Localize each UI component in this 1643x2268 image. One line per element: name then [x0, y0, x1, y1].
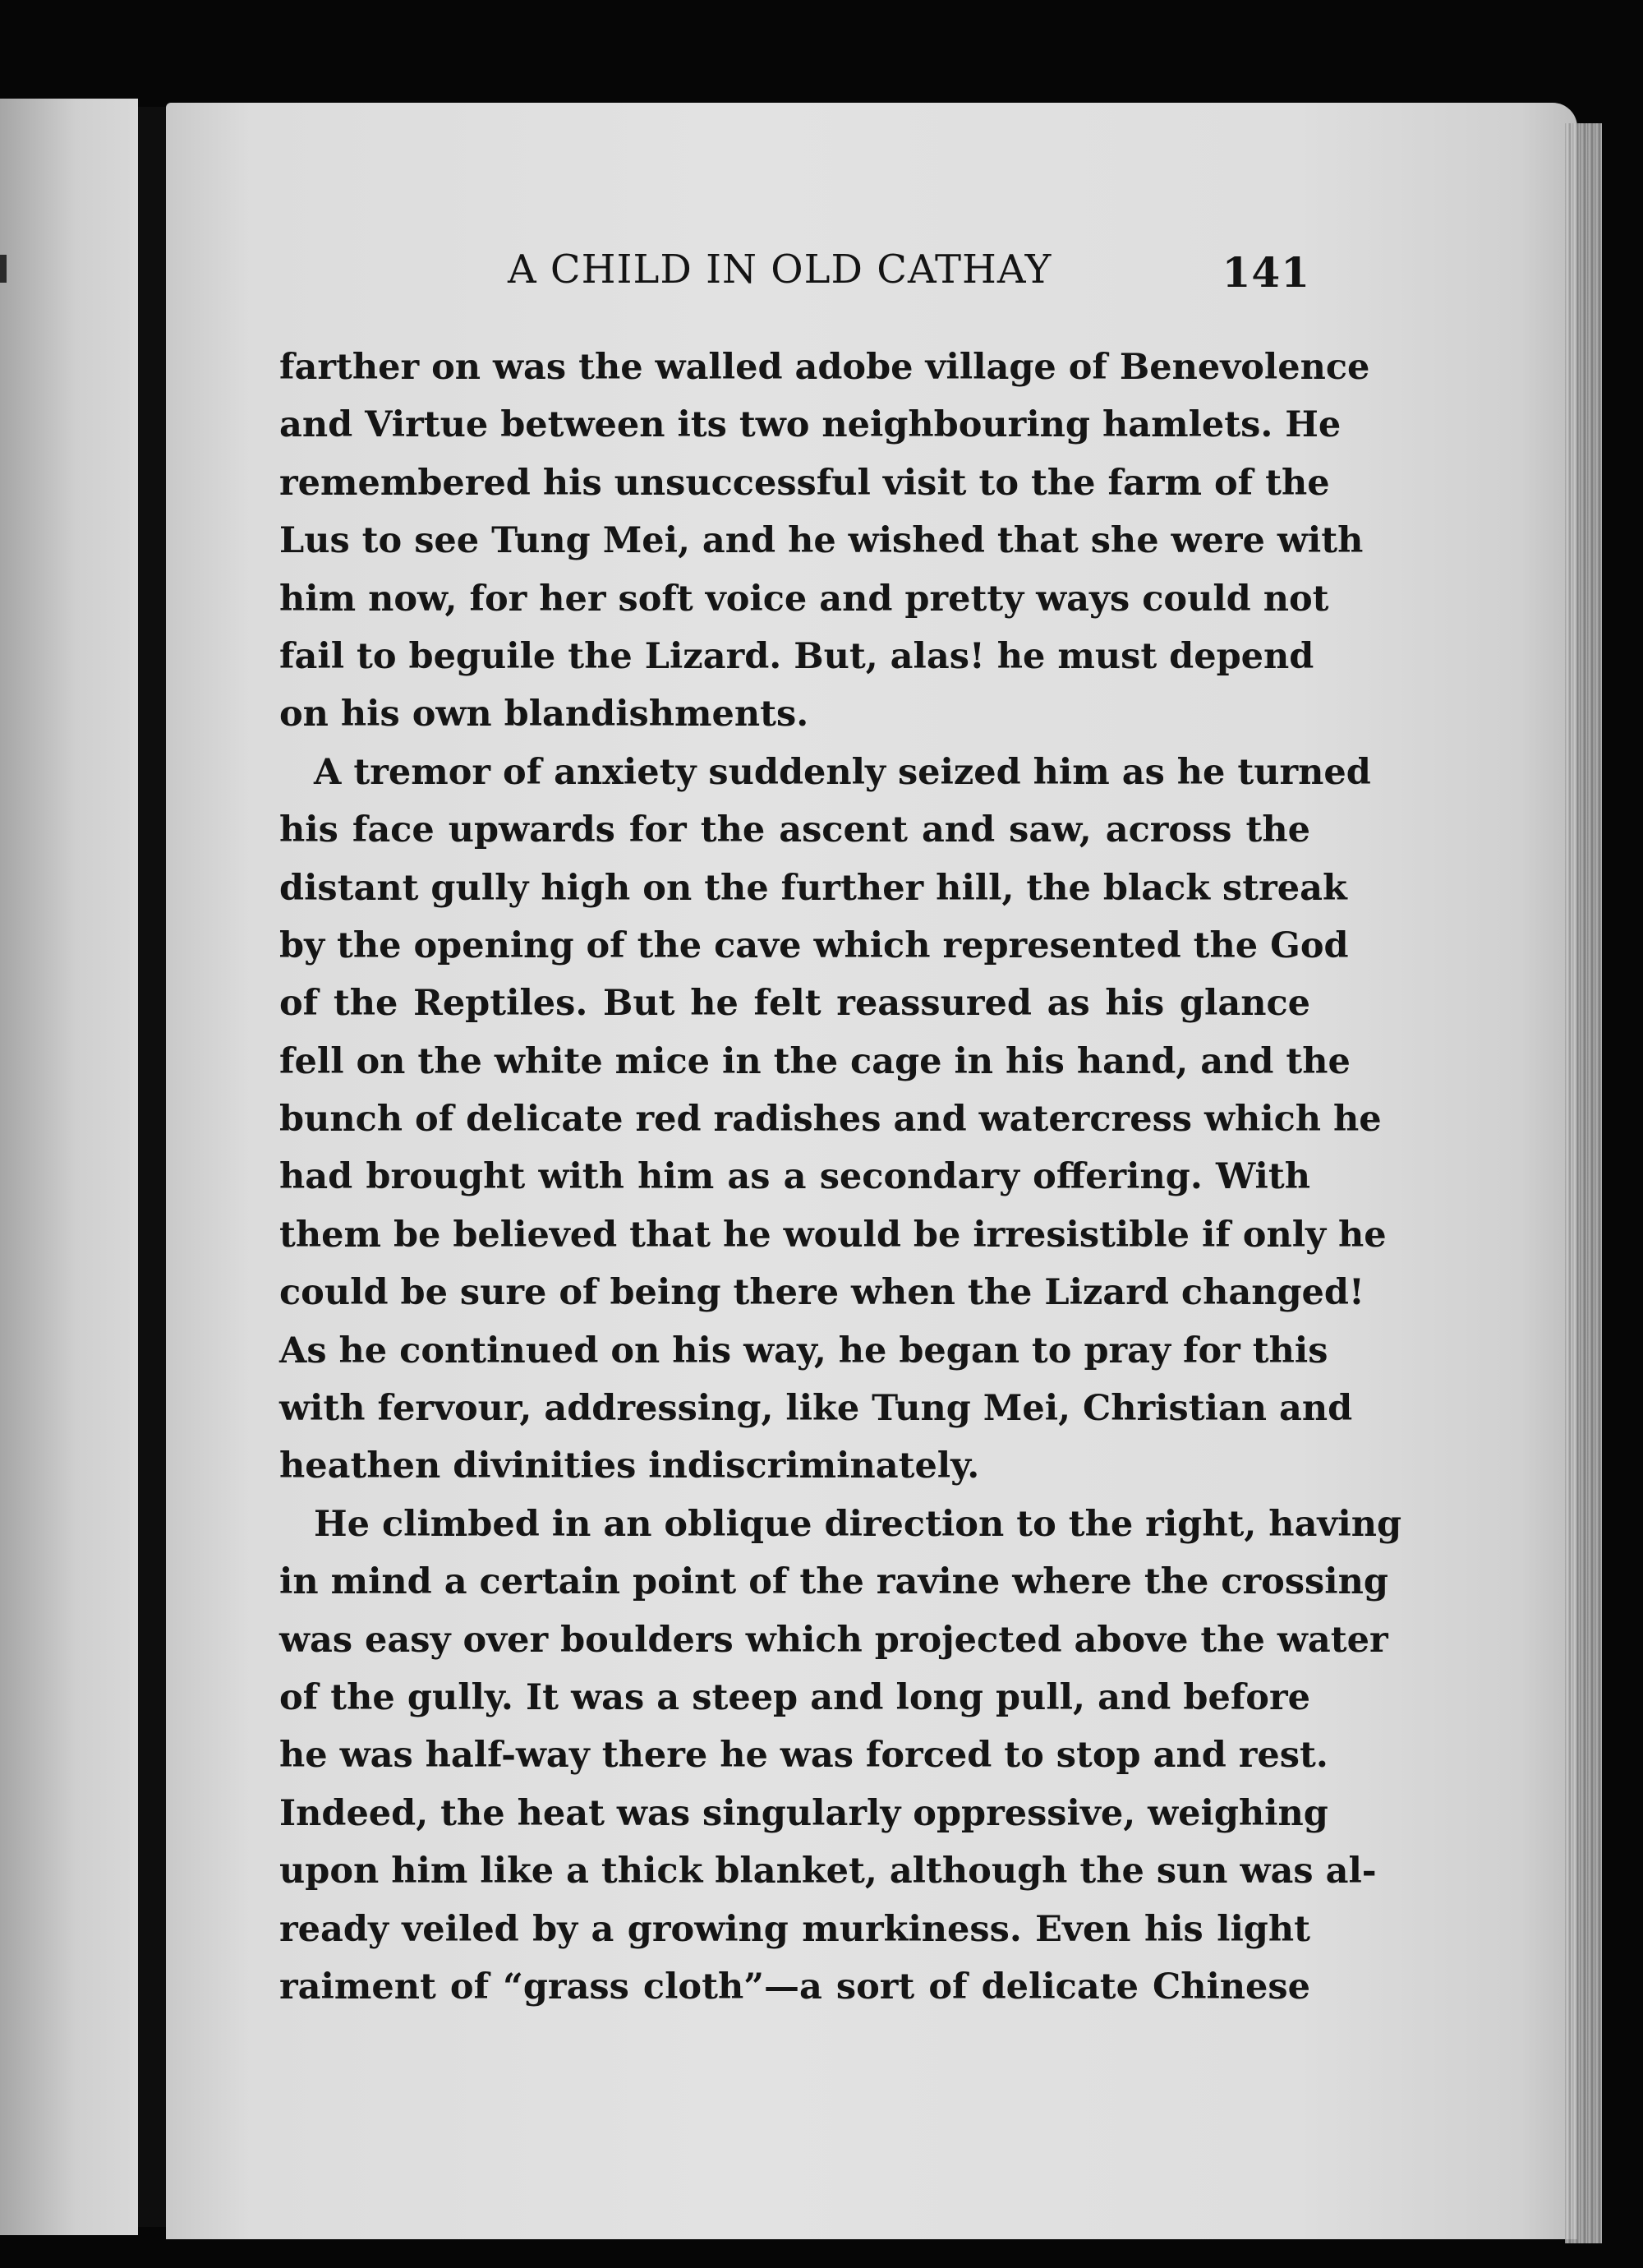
text-line: and Virtue between its two neighbouring hamlets. He	[279, 404, 1342, 446]
text-line: with fervour, addressing, like Tung Mei, Christian and	[279, 1388, 1353, 1430]
text-line: remembered his unsuccessful visit to the farm of the	[279, 462, 1330, 504]
ink-mark	[0, 255, 7, 283]
running-head	[279, 247, 1310, 312]
book-gutter	[138, 107, 166, 2227]
text-line: ready veiled by a growing murkiness. Even his light	[279, 1908, 1310, 1950]
text-line: heathen divinities indiscriminately.	[279, 1445, 980, 1487]
page-edges	[1565, 123, 1602, 2243]
text-line: on his own blandishments.	[279, 694, 809, 735]
text-line: farther on was the walled adobe village of Benevolence	[279, 347, 1370, 388]
text-line: of the gully. It was a steep and long pull, and before	[279, 1676, 1310, 1718]
text-line: fail to beguile the Lizard. But, alas! he must depend	[279, 635, 1314, 677]
text-line: had brought with him as a secondary offering. With	[279, 1156, 1310, 1198]
text-line: As he continued on his way, he began to pray for this	[279, 1330, 1328, 1371]
text-line: his face upwards for the ascent and saw, across the	[279, 809, 1310, 851]
body-text	[279, 339, 1402, 2016]
previous-page-edge	[0, 99, 138, 2235]
text-line: them be believed that he would be irresistible if only he	[279, 1214, 1387, 1256]
text-line: him now, for her soft voice and pretty ways could not	[279, 578, 1329, 620]
text-line: distant gully high on the further hill, the black streak	[279, 867, 1347, 909]
text-line: could be sure of being there when the Lizard changed!	[279, 1272, 1365, 1314]
running-head-title: A CHILD IN OLD CATHAY	[508, 247, 1052, 293]
text-line: was easy over boulders which projected above the water	[279, 1619, 1388, 1661]
text-line: in mind a certain point of the ravine where the crossing	[279, 1561, 1388, 1603]
page-number: 141	[1222, 248, 1310, 297]
paragraph	[279, 744, 1387, 1496]
text-line: upon him like a thick blanket, although the sun was al-	[279, 1851, 1377, 1892]
text-line: A tremor of anxiety suddenly seized him as he turned	[314, 751, 1371, 793]
paragraph	[279, 339, 1370, 744]
text-line: Lus to see Tung Mei, and he wished that she were with	[279, 520, 1364, 562]
text-line: by the opening of the cave which represented the God	[279, 924, 1349, 966]
paragraph	[279, 1496, 1402, 2017]
text-line: fell on the white mice in the cage in his hand, and the	[279, 1040, 1351, 1082]
text-line: bunch of delicate red radishes and watercress which he	[279, 1099, 1382, 1141]
text-line: Indeed, the heat was singularly oppressive, weighing	[279, 1792, 1328, 1834]
text-line: raiment of “grass cloth”—a sort of delicate Chinese	[279, 1966, 1310, 2008]
text-line: he was half-way there he was forced to stop and rest.	[279, 1735, 1328, 1777]
text-line: He climbed in an oblique direction to the right, having	[314, 1503, 1402, 1545]
text-line: of the Reptiles. But he felt reassured as his glance	[279, 983, 1310, 1025]
